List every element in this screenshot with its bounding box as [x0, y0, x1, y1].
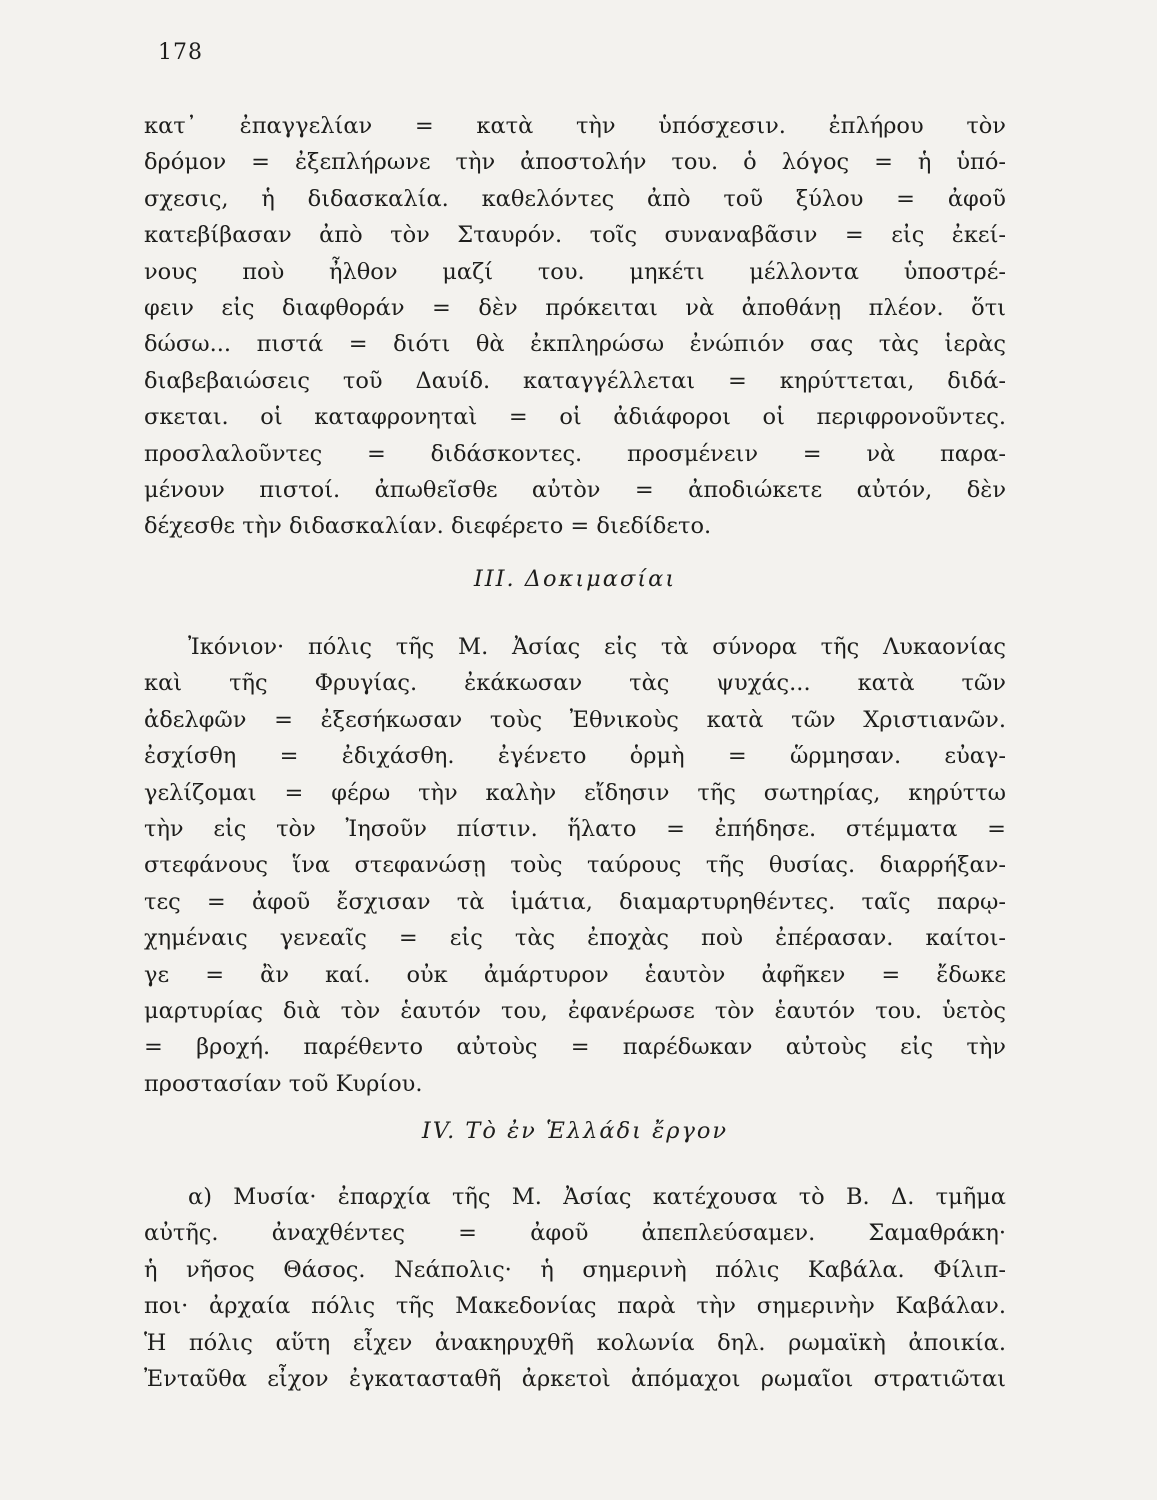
- text-line: αὐτῆς. ἀναχθέντες = ἀφοῦ ἀπεπλεύσαμεν. Σαμαθράκη·: [144, 1220, 1006, 1247]
- paragraph-glossary-2: [144, 629, 1006, 1102]
- text-line: κατεβίβασαν ἀπὸ τὸν Σταυρόν. τοῖς συναναβᾶσιν = εἰς ἐκεί-: [144, 222, 1006, 249]
- text-line: σχεσις, ἡ διδασκαλία. καθελόντες ἀπὸ τοῦ ξύλου = ἀφοῦ: [144, 185, 1006, 212]
- text-line: προσλαλοῦντες = διδάσκοντες. προσμένειν = νὰ παρα-: [144, 440, 1006, 467]
- text-line: μένουν πιστοί. ἀπωθεῖσθε αὐτὸν = ἀποδιώκετε αὐτόν, δὲν: [144, 476, 1006, 503]
- text-line: γε = ἂν καί. οὐκ ἀμάρτυρον ἑαυτὸν ἀφῆκεν = ἔδωκε: [144, 961, 1006, 988]
- text-line: προστασίαν τοῦ Κυρίου.: [144, 1070, 423, 1097]
- section-heading-4: IV. Τὸ ἐν Ἑλλάδι ἔργον: [421, 1118, 729, 1144]
- text-line: Ἐνταῦθα εἶχον ἐγκατασταθῆ ἀρκετοὶ ἀπόμαχοι ρωμαῖοι στρατιῶται: [144, 1365, 1006, 1392]
- text-line: τὴν εἰς τὸν Ἰησοῦν πίστιν. ἥλατο = ἐπήδησε. στέμματα =: [144, 815, 1006, 842]
- text-line: φειν εἰς διαφθοράν = δὲν πρόκειται νὰ ἀποθάνῃ πλέον. ὅτι: [144, 294, 1006, 321]
- text-line: = βροχή. παρέθεντο αὐτοὺς = παρέδωκαν αὐτοὺς εἰς τὴν: [144, 1034, 1006, 1061]
- text-line: Ἡ πόλις αὕτη εἶχεν ἀνακηρυχθῆ κολωνία δηλ. ρωμαϊκὴ ἀποικία.: [144, 1329, 1006, 1356]
- text-line: καὶ τῆς Φρυγίας. ἐκάκωσαν τὰς ψυχάς... κατὰ τῶν: [144, 670, 1006, 697]
- section-heading-3: III. Δοκιμασίαι: [473, 566, 677, 592]
- text-line: νους ποὺ ἦλθον μαζί του. μηκέτι μέλλοντα ὑποστρέ-: [144, 258, 1006, 285]
- text-line: χημέναις γενεαῖς = εἰς τὰς ἐποχὰς ποὺ ἐπέρασαν. καίτοι-: [144, 925, 1006, 952]
- text-line: ἡ νῆσος Θάσος. Νεάπολις· ἡ σημερινὴ πόλις Καβάλα. Φίλιπ-: [144, 1256, 1006, 1283]
- text-line: δέχεσθε τὴν διδασκαλίαν. διεφέρετο = διεδίδετο.: [144, 513, 712, 540]
- text-line: δρόμον = ἐξεπλήρωνε τὴν ἀποστολήν του. ὁ λόγος = ἡ ὑπό-: [144, 149, 1006, 176]
- text-line: σκεται. οἱ καταφρονηταὶ = οἱ ἀδιάφοροι οἱ περιφρονοῦντες.: [144, 404, 1006, 431]
- text-line: τες = ἀφοῦ ἔσχισαν τὰ ἱμάτια, διαμαρτυρηθέντες. ταῖς παρῳ-: [144, 888, 1006, 915]
- text-line: ποι· ἀρχαία πόλις τῆς Μακεδονίας παρὰ τὴν σημερινὴν Καβάλαν.: [144, 1293, 1006, 1320]
- text-line: δώσω... πιστά = διότι θὰ ἐκπληρώσω ἐνώπιόν σας τὰς ἱερὰς: [144, 331, 1006, 358]
- page-number: 178: [158, 40, 203, 65]
- text-line: α) Μυσία· ἐπαρχία τῆς Μ. Ἀσίας κατέχουσα τὸ Β. Δ. τμῆμα: [188, 1184, 1006, 1210]
- text-line: Ἰκόνιον· πόλις τῆς Μ. Ἀσίας εἰς τὰ σύνορα τῆς Λυκαονίας: [188, 634, 1006, 660]
- text-line: στεφάνους ἵνα στεφανώσῃ τοὺς ταύρους τῆς θυσίας. διαρρήξαν-: [144, 852, 1006, 879]
- text-line: κατ᾽ ἐπαγγελίαν = κατὰ τὴν ὑπόσχεσιν. ἐπλήρου τὸν: [144, 113, 1006, 139]
- text-line: γελίζομαι = φέρω τὴν καλὴν εἴδησιν τῆς σωτηρίας, κηρύττω: [144, 779, 1006, 806]
- text-line: ἐσχίσθη = ἐδιχάσθη. ἐγένετο ὁρμὴ = ὥρμησαν. εὐαγ-: [144, 743, 1006, 770]
- text-line: διαβεβαιώσεις τοῦ Δαυίδ. καταγγέλλεται = κηρύττεται, διδά-: [144, 367, 1006, 394]
- text-line: μαρτυρίας διὰ τὸν ἑαυτόν του, ἐφανέρωσε τὸν ἑαυτόν του. ὑετὸς: [144, 997, 1006, 1024]
- text-line: ἀδελφῶν = ἐξεσήκωσαν τοὺς Ἐθνικοὺς κατὰ τῶν Χριστιανῶν.: [144, 706, 1006, 733]
- paragraph-glossary-3: [144, 1179, 1006, 1397]
- paragraph-glossary-1: [144, 108, 1006, 545]
